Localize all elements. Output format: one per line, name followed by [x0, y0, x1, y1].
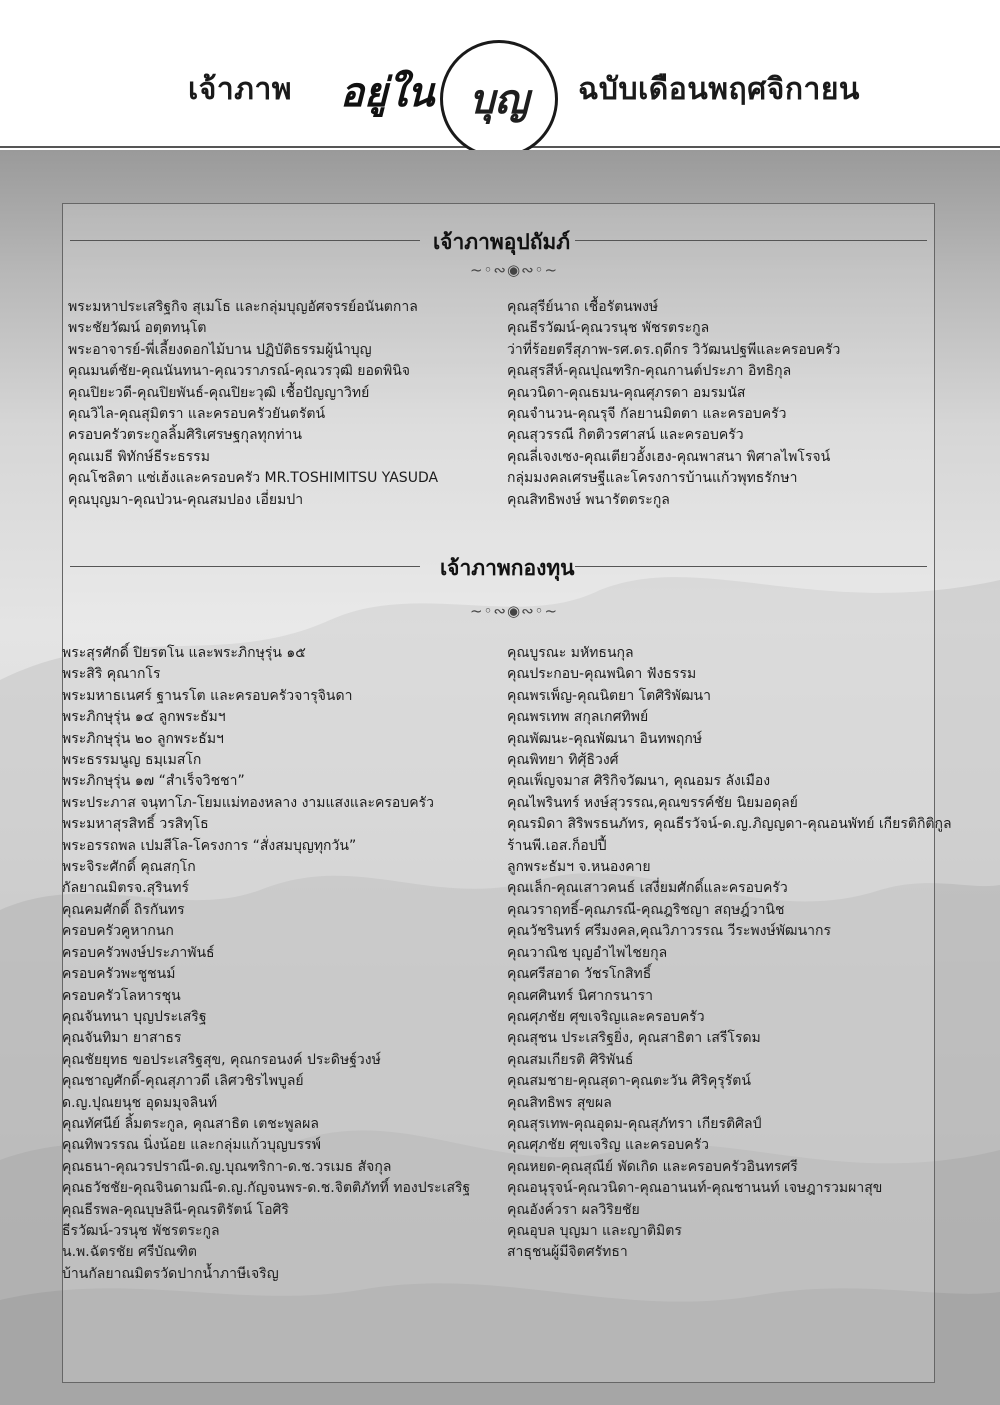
name-entry: คุณชัยยุทธ ขอประเสริฐสุข, คุณกรอนงค์ ประดิษฐ์วงษ์	[62, 1051, 381, 1068]
header-left-title: เจ้าภาพ	[188, 72, 293, 107]
name-entry: คุณประกอบ-คุณพนิดา ฟังธรรม	[507, 666, 697, 683]
name-entry: คุณศศินทร์ นิศากรนารา	[507, 987, 654, 1004]
sponsor-list-left	[68, 297, 438, 511]
fund-list-right	[507, 643, 952, 1264]
name-entry: บ้านกัลยาณมิตรวัดปากน้ำภาษีเจริญ	[62, 1265, 279, 1282]
name-entry: คุณสมชาย-คุณสุดา-คุณตะวัน ศิริคุรุรัตน์	[507, 1073, 751, 1090]
name-entry: พระภิกษุรุ่น ๑๗ “สำเร็จวิชชา”	[62, 773, 245, 790]
name-entry: คุณจันทิมา ยาสาธร	[62, 1030, 182, 1047]
name-entry: พระอาจารย์-พี่เลี้ยงดอกไม้บาน ปฏิบัติธรรมผู้นำบุญ	[68, 341, 372, 358]
section-title-fund: เจ้าภาพกองทุน	[440, 556, 575, 580]
ornament-icon: ~◦∾◉∾◦~	[470, 602, 559, 620]
name-entry: ครอบครัวพงษ์ประภาพันธ์	[62, 944, 215, 961]
name-entry: ว่าที่ร้อยตรีสุภาพ-รศ.ดร.ฤดีกร วิวัฒนปฐพีและครอบครัว	[507, 341, 841, 358]
name-entry: พระสุรศักดิ์ ปิยรตโน และพระภิกษุรุ่น ๑๕	[62, 645, 306, 661]
name-entry: คุณเพ็ญจมาส ศิริกิจวัฒนา, คุณอมร ลังเมือง	[507, 773, 771, 790]
name-entry: คุณวิไล-คุณสุมิตรา และครอบครัวยันตรัตน์	[68, 406, 326, 423]
name-entry: คุณสุรีย์นาถ เชื้อรัตนพงษ์	[507, 299, 659, 315]
name-entry: ครอบครัวตระกูลลิ้มศิริเศรษฐกุลทุกท่าน	[68, 427, 302, 444]
name-entry: คุณธีรวัฒน์-คุณวรนุช พัชรตระกูล	[507, 320, 710, 337]
logo-word: อยู่ใน	[340, 69, 435, 116]
name-entry: คุณทิพวรรณ นิ่งน้อย และกลุ่มแก้วบุญบรรพ์	[62, 1137, 321, 1154]
name-entry: คุณศุภชัย ศุขเจริญและครอบครัว	[507, 1008, 705, 1025]
name-entry: คุณปิยะวดี-คุณปิยพันธ์-คุณปิยะวุฒิ เชื้อปัญญาวิทย์	[68, 384, 370, 401]
name-entry: พระมหาธเนศร์ ฐานรโต และครอบครัวจารุจินดา	[62, 687, 353, 704]
name-entry: คุณสิทธิพงษ์ พนารัตตระกูล	[507, 491, 670, 508]
name-entry: คุณไพริน​ทร์ หงษ์สุวรรณ,คุณขรรค์ชัย นิยมอดุลย์	[507, 794, 798, 811]
name-entry: คุณวนิดา-คุณธมน-คุณศุภรดา อมรมนัส	[507, 384, 746, 401]
name-entry: คุณสมเกียรติ ศิริพันธ์	[507, 1051, 634, 1068]
name-entry: คุณธวัชชัย-คุณจินดามณี-ด.ญ.กัญจนพร-ด.ช.จิตติภัททิ์ ทองประเสริฐ	[62, 1180, 471, 1197]
name-entry: คุณวราฤทธิ์-คุณภรณี-คุณฎริชญา สฤษฎ์วานิช	[507, 901, 785, 918]
name-entry: ร้านพี.เอส.ก็อปปี้	[507, 837, 607, 854]
section-divider-right	[575, 240, 927, 241]
logo-circle	[440, 40, 558, 158]
name-entry: น.พ.ฉัตรชัย ศรีบัณฑิต	[62, 1244, 197, 1261]
name-entry: คุณโชลิตา แซ่เฮ้งและครอบครัว MR.TOSHIMITSU YASUDA	[68, 470, 439, 487]
name-entry: คุณพรเทพ สกุลเกศทิพย์	[507, 709, 649, 726]
section-divider-right	[575, 566, 927, 567]
section-divider-left	[70, 240, 420, 241]
sponsor-list-right	[507, 297, 840, 511]
name-entry: คุณสุวรรณี กิตติวรศาสน์ และครอบครัว	[507, 427, 744, 444]
name-entry: คุณบูรณะ มหัทธนกุล	[507, 645, 634, 661]
name-entry: พระธรรมนูญ ธมฺเมสโก	[62, 752, 202, 769]
name-entry: ครอบครัวโลหารชุน	[62, 987, 181, 1004]
section-divider-left	[70, 566, 420, 567]
name-entry: คุณศุภชัย ศุขเจริญ และครอบครัว	[507, 1137, 710, 1154]
name-entry: พระชัยวัฒน์ อตฺตทนฺโต	[68, 320, 207, 337]
name-entry: พระภิกษุรุ่น ๑๔ ลูกพระธัมฯ	[62, 709, 226, 726]
name-entry: คุณสุรสีห์-คุณปุณฑริก-คุณกานต์ประภา อิทธิกุล	[507, 363, 792, 380]
name-entry: คุณจันทนา บุญประเสริฐ	[62, 1008, 207, 1025]
name-entry: คุณเมธี พิทักษ์ธีระธรรม	[68, 448, 210, 465]
name-entry: คุณอุบล บุญมา และญาติมิตร	[507, 1222, 682, 1239]
name-entry: คุณสุรเทพ-คุณอุดม-คุณสุภัทรา เกียรติศิลป์	[507, 1115, 762, 1132]
name-entry: พระมหาสุรสิทธิ์ วรสิทฺโธ	[62, 816, 209, 833]
name-entry: คุณอนุรุจน์-คุณวนิดา-คุณอานนท์-คุณชานนท์ เจษฎารวมผาสุข	[507, 1180, 883, 1197]
name-entry: พระอรรถพล เปมสีโล-โครงการ “สั่งสมบุญทุกวัน”	[62, 837, 357, 854]
name-entry: คุณคมศักดิ์ ถิรกันทร	[62, 901, 185, 918]
name-entry: คุณจำนวน-คุณรุจี กัลยานมิตตา และครอบครัว	[507, 406, 787, 423]
name-entry: ลูกพระธัมฯ จ.หนองคาย	[507, 859, 651, 876]
name-entry: คุณธีรพล-คุณบุษลินี-คุณรติรัตน์ โอศิริ	[62, 1201, 289, 1218]
name-entry: คุณอังค์วรา ผลวิริยชัย	[507, 1201, 640, 1218]
fund-list-left	[62, 643, 470, 1285]
name-entry: กัลยาณมิตรจ.สุรินทร์	[62, 880, 189, 897]
section-title-sponsors: เจ้าภาพอุปถัมภ์	[433, 230, 571, 254]
page-header	[0, 0, 1000, 150]
name-entry: คุณบุญมา-คุณป่วน-คุณสมปอง เอี่ยมปา	[68, 491, 304, 508]
name-entry: พระประภาส จนฺทาโภ-โยมแม่ทองหลาง งามแสงและครอบครัว	[62, 794, 434, 811]
name-entry: คุณเล็ก-คุณเสาวคนธ์ เสงี่ยมศักดิ์และครอบครัว	[507, 880, 788, 897]
name-entry: คุณทัศนีย์ ลิ้มตระกูล, คุณสาธิต เตชะพูลผล	[62, 1115, 319, 1132]
name-entry: คุณรมิดา สิริพรธนภัทร, คุณธีรวัจน์-ด.ญ.ภิญญดา-คุณอนพัทย์ เกียรติกิติกูล	[507, 816, 952, 833]
name-entry: คุณวัชรินทร์ ศรีมงคล,คุณวิภาวรรณ วีระพงษ์พัฒนากร	[507, 923, 832, 940]
name-entry: คุณหยด-คุณสุณีย์ พัดเกิด และครอบครัวอินทรศรี	[507, 1158, 798, 1175]
name-entry: พระจิระศักดิ์ คุณสกฺโก	[62, 859, 196, 876]
name-entry: กลุ่มมงคลเศรษฐีและโครงการบ้านแก้วพุทธรักษา	[507, 470, 798, 487]
name-entry: พระมหาประเสริฐกิจ สุเมโธ และกลุ่มบุญอัศจรรย์อนันตกาล	[68, 299, 418, 315]
ornament-icon: ~◦∾◉∾◦~	[470, 261, 559, 279]
name-entry: ครอบครัวพะชูชนม์	[62, 966, 176, 983]
name-entry: พระสิริ คุณากโร	[62, 666, 161, 683]
name-entry: คุณลี่เจงเซง-คุณเตียวอั้งเฮง-คุณพาสนา พิศาลไพโรจน์	[507, 448, 831, 465]
name-entry: คุณชาญศักดิ์-คุณสุภาวดี เลิศวชิรไพบูลย์	[62, 1073, 304, 1090]
name-entry: คุณศรีสอาด วัชรโกสิทธิ์	[507, 966, 652, 983]
name-entry: ครอบครัวคูหากนก	[62, 923, 174, 940]
logo-circle-text: บุญ	[469, 76, 529, 123]
name-entry: พระภิกษุรุ่น ๒๐ ลูกพระธัมฯ	[62, 730, 224, 747]
name-entry: คุณพัฒนะ-คุณพัฒนา อินทพฤกษ์	[507, 730, 703, 747]
name-entry: คุณสุชน ประเสริฐยิ่ง, คุณสาธิตา เสรีโรดม	[507, 1030, 761, 1047]
name-entry: ธีรวัฒน์-วรนุช พัชรตระกูล	[62, 1222, 220, 1239]
name-entry: คุณมนต์ชัย-คุณนันทนา-คุณวราภรณ์-คุณวรวุฒิ ยอดพินิจ	[68, 363, 410, 380]
header-right-title: ฉบับเดือนพฤศจิกายน	[578, 72, 860, 107]
name-entry: คุณวาณิช บุญอำไพไชยกุล	[507, 944, 668, 961]
name-entry: คุณพิทยา ทิศุ้ธิวงศ์	[507, 752, 619, 769]
name-entry: คุณธนา-คุณวรปราณี-ด.ญ.บุณฑริกา-ด.ช.วรเมธ สัจกุล	[62, 1158, 392, 1175]
name-entry: ด.ญ.ปุณยนุช อุดมมุจลินท์	[62, 1094, 218, 1111]
name-entry: สาธุชนผู้มีจิตศรัทธา	[507, 1244, 628, 1261]
name-entry: คุณสิทธิพร สุขผล	[507, 1094, 612, 1111]
name-entry: คุณพรเพ็ญ-คุณนิตยา โตศิริพัฒนา	[507, 687, 711, 704]
